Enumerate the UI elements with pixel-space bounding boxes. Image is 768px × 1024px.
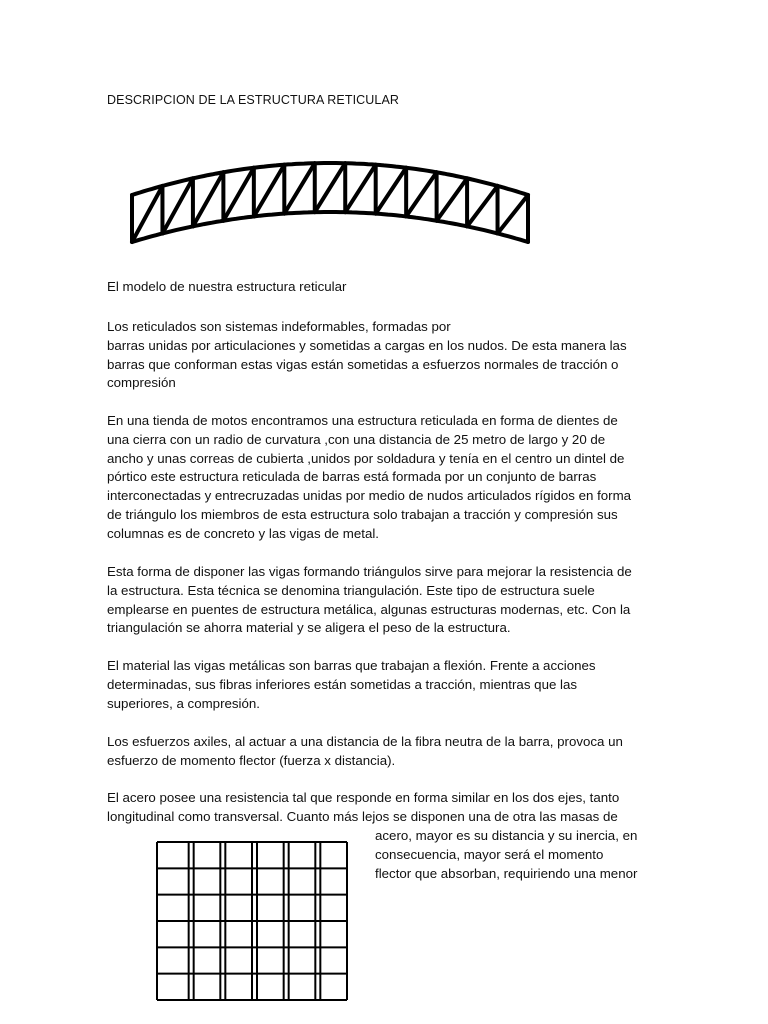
truss-diagonal-member	[254, 165, 284, 217]
paragraph-line: triangulación se ahorra material y se aligera el peso de la estructura.	[107, 620, 511, 636]
truss-diagonal-member	[467, 186, 497, 226]
paragraph-line: barras unidas por articulaciones y sometidas a cargas en los nudos. De esta manera las	[107, 337, 627, 353]
paragraph-line: la estructura. Esta técnica se denomina triangulación. Este tipo de estructura suele	[107, 582, 595, 598]
paragraph-line: emplearse en puentes de estructura metálica, algunas estructuras modernas, etc. Con la	[107, 601, 631, 617]
truss-diagonal-member	[284, 163, 314, 213]
paragraph-line: En una tienda de motos encontramos una estructura reticulada en forma de dientes de	[107, 413, 618, 428]
arched-truss-figure	[120, 150, 540, 250]
truss-diagonal-member	[193, 172, 223, 226]
grid-figure	[155, 840, 349, 1002]
paragraph-line: determinadas, sus fibras inferiores están sometidas a tracción, mientras que las	[107, 676, 578, 692]
paragraph-line: consecuencia, mayor será el momento	[375, 846, 604, 862]
truss-diagonal-member	[315, 163, 345, 212]
paragraph-line: superiores, a compresión.	[107, 695, 260, 711]
paragraph-model-intro	[107, 278, 667, 297]
paragraph-line: columnas es de concreto y las vigas de metal.	[107, 525, 379, 541]
paragraph-line: esfuerzo de momento flector (fuerza x distancia).	[107, 752, 396, 768]
paragraph-line: Los reticulados son sistemas indeformables, formadas por	[107, 319, 451, 334]
paragraph-line: Esta forma de disponer las vigas formando triángulos sirve para mejorar la resistencia de	[107, 564, 632, 579]
paragraph-line: El modelo de nuestra estructura reticular	[107, 279, 347, 294]
paragraph-line: compresión	[107, 375, 176, 391]
truss-diagonal-member	[406, 172, 436, 216]
paragraph-axial-efforts	[107, 733, 667, 771]
paragraph-line: barras que conforman estas vigas están sometidas a esfuerzos normales de tracción o	[107, 356, 619, 372]
paragraph-motorcycle-store-example	[107, 412, 667, 544]
paragraph-line: flector que absorban, requiriendo una menor	[375, 865, 638, 881]
truss-diagonal-member	[376, 168, 406, 214]
paragraph-line: longitudinal como transversal. Cuanto más lejos se disponen una de otra las masas de	[107, 808, 618, 824]
truss-diagonal-member	[223, 168, 253, 221]
paragraph-metal-beams	[107, 657, 667, 713]
truss-diagonal-member	[345, 165, 375, 212]
paragraph-line: pórtico este estructura reticulada de barras está formada por un conjunto de barras	[107, 469, 597, 485]
truss-diagonal-member	[498, 195, 528, 233]
paragraph-line: Los esfuerzos axiles, al actuar a una distancia de la fibra neutra de la barra, provoca un	[107, 734, 623, 749]
paragraph-line: ancho y unas correas de cubierta ,unidos por soldadura y tenía en el centro un dintel de	[107, 450, 625, 466]
truss-diagonal-member	[437, 178, 467, 220]
paragraph-steel-resistance	[107, 789, 667, 827]
paragraph-line: interconectadas y entrecruzadas unidas por medio de nudos articulados rígidos en forma	[107, 488, 632, 504]
paragraph-steel-resistance-continued	[375, 827, 675, 883]
paragraph-reticulados-definition	[107, 318, 667, 393]
paragraph-line: de triángulo los miembros de esta estructura solo trabajan a tracción y compresión sus	[107, 506, 618, 522]
paragraph-line: El acero posee una resistencia tal que responde en forma similar en los dos ejes, tanto	[107, 790, 620, 805]
paragraph-line: El material las vigas metálicas son barras que trabajan a flexión. Frente a acciones	[107, 658, 596, 673]
paragraph-line: una cierra con un radio de curvatura ,con una distancia de 25 metro de largo y 20 de	[107, 431, 606, 447]
paragraph-line: acero, mayor es su distancia y su inercia, en	[375, 828, 638, 843]
paragraph-triangulation	[107, 563, 667, 638]
document-title: DESCRIPCION DE LA ESTRUCTURA RETICULAR	[107, 93, 400, 107]
